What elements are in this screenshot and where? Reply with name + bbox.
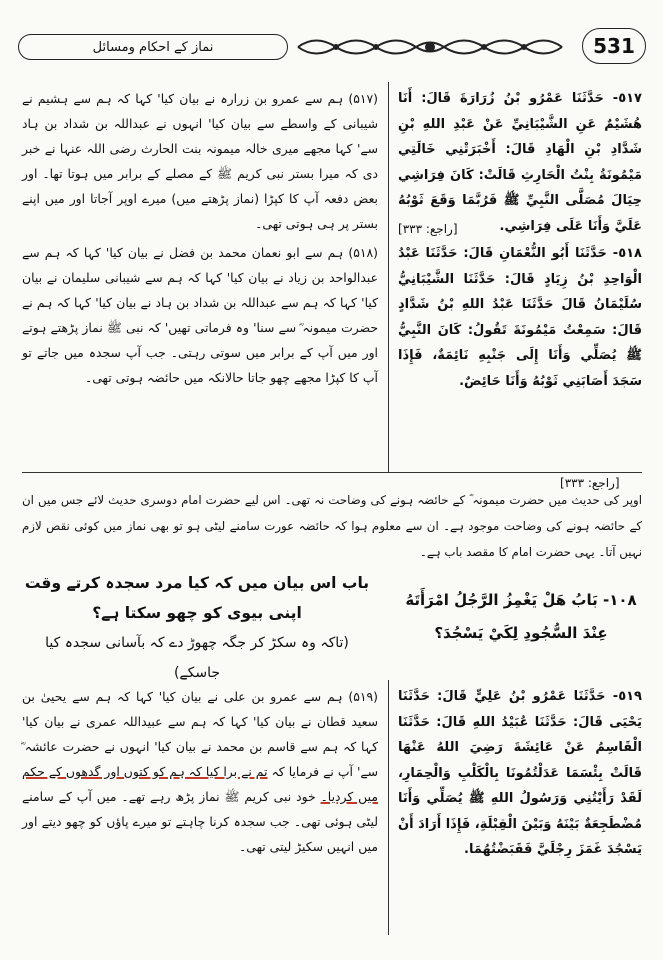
highlighted-phrase: تم نے برا کیا کہ ہم کو کتوں اور گدھوں کے حکم میں کردیا۔ — [22, 764, 378, 804]
hadith-519-urdu-rest: خود نبی کریم ﷺ نماز پڑھ رہے تھے۔ میں آپ کے سامنے لیٹی ہوئی تھی۔ جب سجدہ کرنا چاہتے تو میرے پاؤں کو چھو دیتے اور میں انہیں سکیڑ لیتی تھی۔ — [22, 789, 378, 854]
bab-heading-urdu-main: باب اس بیان میں کہ کیا مرد سجدہ کرتے وقت اپنی بیوی کو چھو سکتا ہے؟ — [24, 574, 370, 622]
hadith-519-arabic: ٥١٩- حَدَّثَنَا عَمْرُو بْنُ عَلِيٍّ قَالَ: حَدَّثَنَا يَحْيَى قَالَ: حَدَّثَنَا عُبَيْدُ اللهِ قَالَ: حَدَّثَنَا الْقَاسِمُ عَنْ عَائِشَةَ رَضِيَ اللهُ عَنْهَا قَالَتْ بِئْسَمَا عَدَلْتُمُونَا بِالْكَلْبِ وَالْحِمَارِ، لَقَدْ رَأَيْتُنِي وَرَسُولُ اللهِ ﷺ يُصَلِّي وَأَنَا مُضْطَجِعَةٌ بَيْنَهُ وَبَيْنَ الْقِبْلَةِ، فَإِذَا أَرَادَ أَنْ يَسْجُدَ غَمَزَ رِجْلَيَّ فَقَبَضْتُهُمَا. — [398, 689, 642, 857]
explanatory-note: اوپر کی حدیث میں حضرت میمونہ ؓ کے حائضہ ہونے کی وضاحت نہ تھی۔ اس لیے حضرت امام دوسری حدیث لائے جس میں ان کے حائضہ ہونے کی وضاحت موجود ہے۔ ان سے معلوم ہوا کہ حائضہ عورت سامنے لیٹی ہو تو بھی نماز میں کوئی نقص لازم نہیں آتا۔ یہی حضرت امام کا مقصد باب ہے۔ — [22, 493, 642, 559]
reference-518: [راجع: ٣٣٣] — [560, 476, 620, 490]
bab-heading-arabic: ١٠٨- بَابُ هَلْ يَغْمِزُ الرَّجُلُ امْرَأَتَهُ عِنْدَ السُّجُودِ لِكَيْ يَسْجُدَ؟ — [405, 591, 637, 642]
hadith-519-urdu-intro: (۵۱۹) ہم سے عمرو بن علی نے بیان کیا' کہا کہ ہم سے یحییٰ بن سعید قطان نے بیان کیا' کہا کہ ہم سے عبیداللہ عمری نے بیان کیا' کہا کہ ہم سے قاسم بن محمد نے بیان کیا' انہوں نے حضرت عائشہ ؓ سے' آپ نے فرمایا کہ — [22, 689, 378, 779]
bab-heading-urdu-sub: (تاکہ وہ سکڑ کر جگہ چھوڑ دے کہ بآسانی سجدہ کیا جاسکے) — [45, 635, 349, 681]
hadith-519-urdu — [22, 684, 378, 859]
hadith-517-urdu: (۵۱۷) ہم سے عمرو بن زرارہ نے بیان کیا' کہا کہ ہم سے ہشیم نے شیبانی کے واسطے سے بیان کیا' انہوں نے عبداللہ بن شداد بن ہاد سے' کہا مجھے میری خالہ میمونہ بنت الحارث رضی اللہ عنہا نے خبر دی کہ میرا بستر نبی کریم ﷺ کے مصلے کے برابر میں ہوتا تھا۔ اور بعض دفعہ آپ کا کپڑا (نماز پڑھتے میں) میرے اوپر آجاتا اور میں اپنے بستر پر ہی ہوتی تھی۔ — [22, 91, 378, 231]
arabic-column-bottom — [398, 684, 642, 863]
section-rule — [22, 472, 642, 473]
column-divider — [388, 82, 389, 472]
page-number: 531 — [582, 28, 646, 64]
arabic-column-top — [398, 86, 642, 394]
reference-517: [راجع: ٣٣٣] — [398, 222, 458, 236]
decorative-ornament-icon — [296, 32, 564, 62]
page-header — [18, 22, 646, 72]
hadith-518-arabic: ٥١٨- حَدَّثَنَا أَبُو النُّعْمَانِ قَالَ: حَدَّثَنَا عَبْدُ الْوَاحِدِ بْنُ زِيَادٍ قَالَ: حَدَّثَنَا الشَّيْبَانِيُّ سُلَيْمَانُ قَالَ حَدَّثَنَا عَبْدُ اللهِ بْنُ شَدَّادٍ قَالَ: سَمِعْتُ مَيْمُونَةَ تَقُولُ: كَانَ النَّبِيُّ ﷺ يُصَلِّي وَأَنَا إِلَى جَنْبِهِ نَائِمَةٌ، فَإِذَا سَجَدَ أَصَابَنِي ثَوْبُهُ وَأَنَا حَائِضٌ. — [398, 246, 642, 389]
hadith-518-urdu: (۵۱۸) ہم سے ابو نعمان محمد بن فضل نے بیان کیا' کہا کہ ہم سے عبدالواحد بن زیاد نے بیان کیا' کہا کہ ہم سے شیبانی سلیمان نے بیان کیا' کہا کہ ہم سے عبداللہ بن شداد بن ہاد نے بیان کیا' کہا کہ ہم نے حضرت میمونہ ؓ سے سنا' وہ فرماتی تھیں' کہ نبی ﷺ نماز پڑھتے ہوتے اور میں آپ کے برابر میں سوتی رہتی۔ جب آپ سجدہ میں جاتے تو آپ کا کپڑا مجھے چھو جاتا حالانکہ میں حائضہ ہوتی تھی۔ — [22, 245, 378, 385]
bab-heading-urdu — [22, 568, 372, 688]
running-title: نماز کے احکام ومسائل — [18, 34, 288, 60]
urdu-column-bottom — [22, 684, 378, 859]
column-divider-bottom — [388, 680, 389, 935]
hadith-517-arabic: ٥١٧- حَدَّثَنَا عَمْرُو بْنُ زُرَارَةَ قَالَ: أَنَا هُشَيْمٌ عَنِ الشَّيْبَانِيِّ عَنْ عَبْدِ اللهِ بْنِ شَدَّادِ بْنِ الْهَادِ قَالَ: أَخْبَرَتْنِي خَالَتِي مَيْمُونَةُ بِنْتُ الْحَارِثِ قَالَتْ: كَانَ فِرَاشِي حِيَالَ مُصَلَّى النَّبِيِّ ﷺ فَرُبَّمَا وَقَعَ ثَوْبُهُ عَلَيَّ وَأَنَا عَلَى فِرَاشِي. — [398, 91, 642, 234]
urdu-column-top — [22, 86, 378, 390]
